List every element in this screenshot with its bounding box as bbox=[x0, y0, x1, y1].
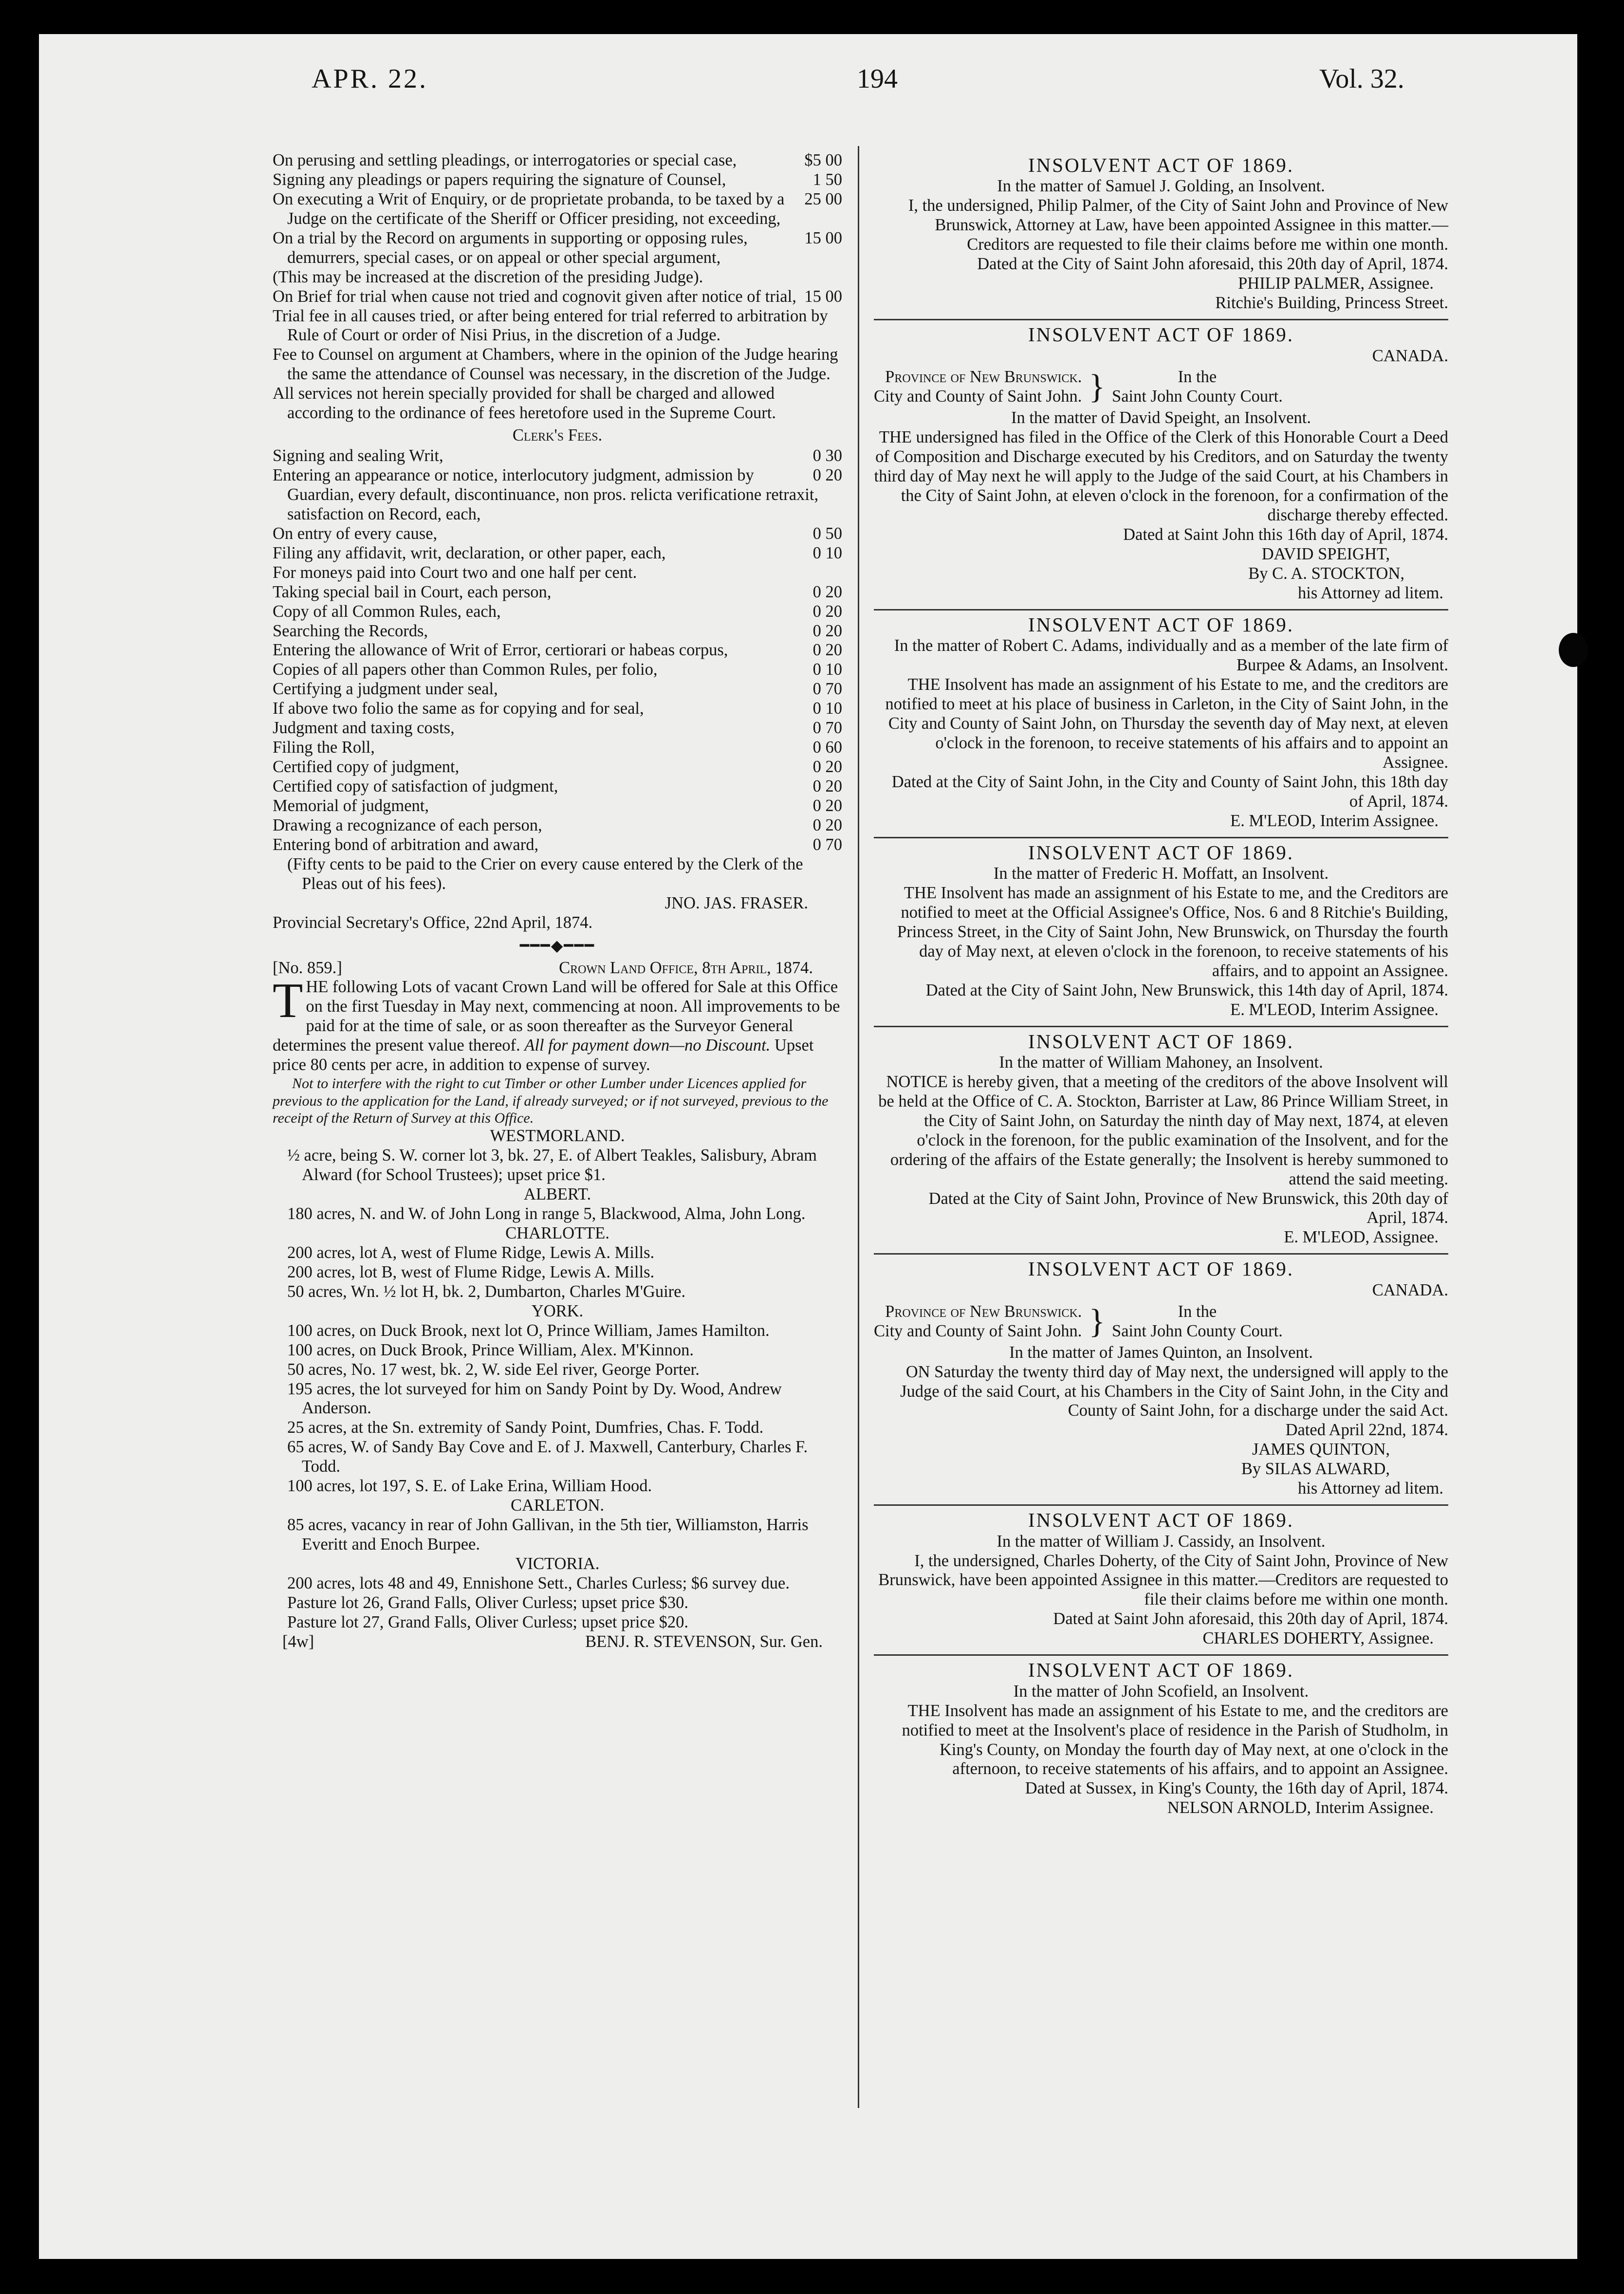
notice-divider bbox=[874, 1504, 1448, 1506]
court-jurisdiction bbox=[874, 368, 1448, 407]
lot-listing: 100 acres, lot 197, S. E. of Lake Erina, William Hood. bbox=[287, 1477, 652, 1496]
drop-cap: T bbox=[273, 973, 303, 1029]
fee-description: On a trial by the Record on arguments in supporting or opposing rules, demurrers, special cases, or on appeal or other special argument, bbox=[273, 228, 748, 267]
notice-dated: Dated at Saint John aforesaid, this 20th day of April, 1874. bbox=[1053, 1610, 1448, 1628]
notice-dated: Dated at the City of Saint John, in the City and County of Saint John, this 18th day of April, 1874. bbox=[891, 772, 1448, 811]
fee-row bbox=[273, 151, 842, 170]
clerk-fee-row bbox=[273, 622, 842, 641]
page-number: 194 bbox=[857, 64, 898, 94]
clerk-fee-row bbox=[273, 544, 842, 563]
notice-dated: Dated at the City of Saint John aforesaid, this 20th day of April, 1874. bbox=[977, 255, 1448, 274]
fee-amount: 0 20 bbox=[812, 777, 842, 796]
lot-listing: 50 acres, Wn. ½ lot H, bk. 2, Dumbarton, Charles M'Guire. bbox=[287, 1282, 686, 1301]
volume-number: Vol. 32. bbox=[1319, 64, 1404, 94]
clerk-fee-row bbox=[273, 758, 842, 777]
city-county-label: City and County of Saint John. bbox=[874, 1321, 1082, 1340]
notice-body: THE Insolvent has made an assignment of his Estate to me, and the creditors are notified to meet at his place of business in Carleton, in the City of Saint John, in the City and County of Saint John, on Thursday the seventh day of May next, at eleven o'clock in the forenoon, to receive statements of his affairs and to appoint an Assignee. bbox=[885, 675, 1448, 772]
clerk-fee-row bbox=[273, 680, 842, 699]
lot-listing: 200 acres, lot B, west of Flume Ridge, Lewis A. Mills. bbox=[287, 1262, 655, 1281]
fee-description: Certifying a judgment under seal, bbox=[273, 680, 498, 699]
fee-description: Entering the allowance of Writ of Error, certiorari or habeas corpus, bbox=[273, 641, 728, 660]
lot-listing: 85 acres, vacancy in rear of John Gallivan, in the 5th tier, Williamston, Harris Everitt and Enoch Burpee. bbox=[287, 1516, 809, 1554]
notice-dated: Dated at Saint John this 16th day of April, 1874. bbox=[1123, 525, 1448, 544]
notice-matter: In the matter of John Scofield, an Insolvent. bbox=[1013, 1682, 1309, 1701]
notice-dated: Dated at the City of Saint John, New Brunswick, this 14th day of April, 1874. bbox=[925, 980, 1448, 999]
notice-dated: Dated at Sussex, in King's County, the 16th day of April, 1874. bbox=[1025, 1779, 1448, 1798]
notice-divider bbox=[874, 1654, 1448, 1656]
fee-amount: 0 50 bbox=[812, 524, 842, 543]
signature-line-3: his Attorney ad litem. bbox=[1298, 583, 1443, 602]
clerk-fee-row bbox=[273, 719, 842, 738]
notice-matter: In the matter of James Quinton, an Insolvent. bbox=[1009, 1343, 1313, 1362]
issue-date: APR. 22. bbox=[312, 64, 428, 94]
fee-amount: 0 70 bbox=[812, 719, 842, 738]
fee-description: Copies of all papers other than Common Rules, per folio, bbox=[273, 660, 658, 679]
fifty-cents-note: (Fifty cents to be paid to the Crier on every cause entered by the Clerk of the Pleas out of his fees). bbox=[287, 854, 803, 893]
fee-amount: 0 20 bbox=[812, 466, 842, 484]
fee-description: Signing any pleadings or papers requiring the signature of Counsel, bbox=[273, 170, 726, 189]
fee-description: For moneys paid into Court two and one half per cent. bbox=[273, 563, 637, 582]
fee-description: Memorial of judgment, bbox=[273, 796, 429, 815]
fee-amount: 0 20 bbox=[812, 758, 842, 777]
fee-amount: 25 00 bbox=[804, 189, 842, 208]
lot-listing: 180 acres, N. and W. of John Long in range 5, Blackwood, Alma, John Long. bbox=[287, 1204, 806, 1223]
notice-signature: E. M'LEOD, Interim Assignee. bbox=[1230, 811, 1439, 830]
lot-listing: 200 acres, lot A, west of Flume Ridge, Lewis A. Mills. bbox=[287, 1243, 655, 1262]
fee-amount: 0 20 bbox=[812, 621, 842, 640]
canada-label: CANADA. bbox=[1372, 1280, 1448, 1299]
notice-signature: E. M'LEOD, Assignee. bbox=[1284, 1228, 1439, 1247]
province-label: Province of New Brunswick. bbox=[885, 368, 1082, 387]
city-county-label: City and County of Saint John. bbox=[874, 387, 1082, 406]
insolvent-notice-speight bbox=[874, 323, 1448, 603]
notice-matter: In the matter of William J. Cassidy, an Insolvent. bbox=[997, 1532, 1326, 1551]
fee-description: Searching the Records, bbox=[273, 621, 428, 640]
fee-row bbox=[273, 384, 842, 423]
column-divider bbox=[858, 146, 859, 2108]
notice-divider bbox=[874, 1026, 1448, 1027]
fee-description: Entering an appearance or notice, interlocutory judgment, admission by Guardian, every default, discontinuance, non pros. relicta verificatione retraxit, satisfaction on Record, each, bbox=[273, 466, 819, 523]
crown-land-office: Crown Land Office, 8th April, 1874. bbox=[559, 958, 813, 977]
fee-description: Filing any affidavit, writ, declaration, or other paper, each, bbox=[273, 543, 666, 562]
clerk-fee-row bbox=[273, 602, 842, 622]
fee-amount: 0 60 bbox=[812, 738, 842, 757]
fee-row bbox=[273, 170, 842, 190]
notice-body: I, the undersigned, Charles Doherty, of the City of Saint John, Province of New Brunswick, have been appointed Assignee in this matter.—Creditors are requested to file their claims before me within one month. bbox=[878, 1551, 1448, 1609]
clerk-fees-list bbox=[273, 446, 842, 855]
notice-title: INSOLVENT ACT OF 1869. bbox=[1028, 323, 1294, 346]
fee-description: On executing a Writ of Enquiry, or de proprietate probanda, to be taxed by a Judge on the certificate of the Sheriff or Officer presiding, not exceeding, bbox=[273, 189, 785, 228]
court-jurisdiction bbox=[874, 1302, 1448, 1341]
fee-amount: 0 30 bbox=[812, 446, 842, 465]
county-heading: ALBERT. bbox=[523, 1185, 591, 1204]
lot-listing: 200 acres, lots 48 and 49, Ennishone Sett., Charles Curless; $6 survey due. bbox=[287, 1573, 790, 1592]
binding-hole bbox=[1559, 633, 1588, 667]
fee-description: Filing the Roll, bbox=[273, 738, 375, 757]
notice-body: THE Insolvent has made an assignment of his Estate to me, and the Creditors are notified to meet at the Official Assignee's Office, Nos. 6 and 8 Ritchie's Building, Princess Street, in the City of Saint John, New Brunswick, on Thursday the fourth day of May next, at eleven o'clock in the forenoon, to receive statements of his affairs, and to appoint an Assignee. bbox=[897, 883, 1448, 980]
clerk-fee-row bbox=[273, 660, 842, 680]
fee-description: Entering bond of arbitration and award, bbox=[273, 835, 539, 854]
notice-signature: PHILIP PALMER, Assignee. bbox=[1238, 274, 1434, 293]
fee-description: Fee to Counsel on argument at Chambers, where in the opinion of the Judge hearing the same the attendance of Counsel was necessary, in the discretion of the Judge. bbox=[273, 345, 838, 384]
fee-amount: 0 70 bbox=[812, 835, 842, 854]
fee-description: If above two folio the same as for copying and for seal, bbox=[273, 699, 644, 718]
clerk-fee-row bbox=[273, 466, 842, 524]
upset-price-text: Upset price 80 cents per acre, in addition to expense of survey. bbox=[273, 1036, 814, 1074]
fee-description: Taking special bail in Court, each person, bbox=[273, 582, 552, 601]
insolvent-notice-mahoney bbox=[874, 1030, 1448, 1248]
notice-dated: Dated April 22nd, 1874. bbox=[1285, 1421, 1448, 1440]
insolvent-notice-scofield bbox=[874, 1659, 1448, 1818]
signature-line-1: DAVID SPEIGHT, bbox=[1261, 544, 1390, 563]
notice-divider bbox=[874, 837, 1448, 838]
lot-listing: Pasture lot 26, Grand Falls, Oliver Curless; upset price $30. bbox=[287, 1593, 689, 1612]
fee-amount: 0 20 bbox=[812, 796, 842, 815]
lot-listing: ½ acre, being S. W. corner lot 3, bk. 27, E. of Albert Teakles, Salisbury, Abram Alward (for School Trustees); upset price $1. bbox=[287, 1146, 817, 1184]
crown-land-intro bbox=[273, 973, 842, 1075]
county-heading: WESTMORLAND. bbox=[490, 1127, 625, 1146]
fee-description: Certified copy of satisfaction of judgment, bbox=[273, 777, 558, 796]
notice-title: INSOLVENT ACT OF 1869. bbox=[1028, 1659, 1294, 1682]
county-heading: CARLETON. bbox=[511, 1496, 604, 1515]
clerks-fees-heading: Clerk's Fees. bbox=[512, 426, 603, 445]
court-label: Saint John County Court. bbox=[1112, 1321, 1283, 1340]
county-heading: VICTORIA. bbox=[515, 1554, 600, 1573]
notice-matter: In the matter of William Mahoney, an Insolvent. bbox=[999, 1053, 1323, 1072]
notice-matter: In the matter of Samuel J. Golding, an Insolvent. bbox=[997, 177, 1325, 196]
clerk-fee-row bbox=[273, 583, 842, 602]
fee-description: Judgment and taxing costs, bbox=[273, 719, 455, 738]
fee-amount: 0 20 bbox=[812, 641, 842, 660]
fee-description: Copy of all Common Rules, each, bbox=[273, 602, 501, 621]
notice-divider bbox=[874, 1253, 1448, 1255]
fee-row bbox=[273, 190, 842, 229]
in-the-label: In the bbox=[1178, 368, 1217, 387]
notice-body: I, the undersigned, Philip Palmer, of the City of Saint John and Province of New Brunswick, Attorney at Law, have been appointed Assignee in this matter.—Creditors are requested to file their claims before me within one month. bbox=[908, 196, 1448, 254]
notice-matter: In the matter of Robert C. Adams, individually and as a member of the late firm of Burpee & Adams, an Insolvent. bbox=[894, 636, 1448, 675]
fee-description: On Brief for trial when cause not tried and cognovit given after notice of trial, bbox=[273, 287, 796, 306]
lot-listing: 195 acres, the lot surveyed for him on Sandy Point by Dy. Wood, Andrew Anderson. bbox=[287, 1379, 782, 1418]
notice-title: INSOLVENT ACT OF 1869. bbox=[1028, 613, 1294, 636]
insolvent-notice-golding bbox=[874, 154, 1448, 313]
fee-description: Signing and sealing Writ, bbox=[273, 446, 443, 465]
insolvent-notice-adams bbox=[874, 613, 1448, 831]
fee-row bbox=[273, 268, 842, 287]
signature-line-3: his Attorney ad litem. bbox=[1298, 1479, 1443, 1498]
notice-number: [No. 859.] bbox=[273, 958, 342, 977]
fee-amount: 0 10 bbox=[812, 543, 842, 562]
clerk-fee-row bbox=[273, 641, 842, 660]
signature-line-2: By SILAS ALWARD, bbox=[1241, 1460, 1390, 1479]
clerk-fee-row bbox=[273, 699, 842, 719]
lot-listing: Pasture lot 27, Grand Falls, Oliver Curless; upset price $20. bbox=[287, 1612, 689, 1631]
timber-notice: Not to interfere with the right to cut Timber or other Lumber under Licences applied for previous to the application for the Land, if already surveyed; or if not surveyed, previous to the receipt of the Return of Survey at this Office. bbox=[273, 1075, 829, 1126]
crown-land-header bbox=[273, 959, 842, 978]
clerk-fee-row bbox=[273, 563, 842, 583]
fee-row bbox=[273, 229, 842, 268]
notice-matter: In the matter of David Speight, an Insolvent. bbox=[1011, 408, 1311, 427]
fee-amount: 15 00 bbox=[804, 228, 842, 247]
fee-amount: 0 20 bbox=[812, 602, 842, 621]
crown-land-footer bbox=[273, 1632, 842, 1652]
county-heading: CHARLOTTE. bbox=[505, 1224, 609, 1243]
brace-glyph: } bbox=[1089, 1302, 1106, 1340]
notice-body: NOTICE is hereby given, that a meeting of the creditors of the above Insolvent will be held at the Office of C. A. Stockton, Barrister at Law, 86 Prince William Street, in the City of Saint John, on Saturday the ninth day of May next, 1874, at eleven o'clock in the forenoon, for the public examination of the Insolvent, and for the ordering of the affairs of the Estate generally; the Insolvent is hereby summoned to attend the said meeting. bbox=[878, 1072, 1448, 1188]
clerk-fee-row bbox=[273, 738, 842, 758]
lot-listing: 65 acres, W. of Sandy Bay Cove and E. of J. Maxwell, Canterbury, Charles F. Todd. bbox=[287, 1438, 808, 1476]
divider-ornament: ━━━◆━━━ bbox=[519, 936, 595, 954]
lot-listing: 25 acres, at the Sn. extremity of Sandy Point, Dumfries, Chas. F. Todd. bbox=[287, 1418, 764, 1437]
clerk-fee-row bbox=[273, 446, 842, 466]
notice-title: INSOLVENT ACT OF 1869. bbox=[1028, 841, 1294, 864]
notice-matter: In the matter of Frederic H. Moffatt, an Insolvent. bbox=[993, 864, 1329, 883]
insertion-code: [4w] bbox=[282, 1632, 314, 1651]
notice-signature: CHARLES DOHERTY, Assignee. bbox=[1202, 1629, 1434, 1648]
lot-listing: 100 acres, on Duck Brook, next lot O, Prince William, James Hamilton. bbox=[287, 1321, 770, 1340]
lot-listing: 50 acres, No. 17 west, bk. 2, W. side Eel river, George Porter. bbox=[287, 1360, 700, 1379]
right-column bbox=[874, 151, 1448, 1818]
page-header bbox=[273, 63, 1436, 107]
notice-dated: Dated at the City of Saint John, Province of New Brunswick, this 20th day of April, 1874. bbox=[928, 1189, 1448, 1227]
fee-description: Drawing a recognizance of each person, bbox=[273, 815, 542, 834]
fee-description: On entry of every cause, bbox=[273, 524, 438, 543]
fee-description: Trial fee in all causes tried, or after being entered for trial referred to arbitration by Rule of Court or order of Nisi Prius, in the discretion of a Judge. bbox=[273, 306, 828, 345]
fee-row bbox=[273, 287, 842, 307]
lot-listing: 100 acres, on Duck Brook, Prince William, Alex. M'Kinnon. bbox=[287, 1340, 694, 1359]
left-column bbox=[273, 151, 842, 1652]
fee-description: (This may be increased at the discretion of the presiding Judge). bbox=[273, 267, 703, 286]
insolvent-notice-quinton bbox=[874, 1258, 1448, 1498]
county-lot-listings bbox=[273, 1127, 842, 1632]
fee-description: Certified copy of judgment, bbox=[273, 758, 460, 777]
notice-divider bbox=[874, 319, 1448, 320]
fee-amount: 0 10 bbox=[812, 699, 842, 718]
clerk-fee-row bbox=[273, 777, 842, 796]
fee-amount: $5 00 bbox=[804, 151, 842, 169]
fee-amount: 1 50 bbox=[812, 170, 842, 189]
fee-amount: 0 20 bbox=[812, 582, 842, 601]
payment-terms: All for payment down—no Discount. bbox=[524, 1036, 771, 1055]
fee-amount: 15 00 bbox=[804, 287, 842, 306]
fee-amount: 0 10 bbox=[812, 660, 842, 679]
fee-row bbox=[273, 307, 842, 346]
notice-body: ON Saturday the twenty third day of May next, the undersigned will apply to the Judge of the said Court, at his Chambers in the City of Saint John, in the City and County of Saint John, for a discharge under the said Act. bbox=[900, 1362, 1448, 1420]
in-the-label: In the bbox=[1178, 1302, 1217, 1321]
notice-title: INSOLVENT ACT OF 1869. bbox=[1028, 1030, 1294, 1053]
notice-address: Ritchie's Building, Princess Street. bbox=[1215, 294, 1448, 313]
insolvent-notice-moffatt bbox=[874, 841, 1448, 1020]
fee-description: On perusing and settling pleadings, or interrogatories or special case, bbox=[273, 151, 737, 169]
surveyor-general-signature: BENJ. R. STEVENSON, Sur. Gen. bbox=[585, 1632, 823, 1651]
fee-description: All services not herein specially provided for shall be charged and allowed according to the ordinance of fees heretofore used in the Supreme Court. bbox=[273, 384, 776, 423]
fee-row bbox=[273, 345, 842, 384]
county-heading: YORK. bbox=[531, 1301, 584, 1320]
clerk-fee-row bbox=[273, 524, 842, 544]
notice-title: INSOLVENT ACT OF 1869. bbox=[1028, 1258, 1294, 1280]
notice-title: INSOLVENT ACT OF 1869. bbox=[1028, 154, 1294, 176]
intro-text: HE following Lots of vacant Crown Land will be offered for Sale at this Office on the first Tuesday in May next, commencing at noon. All improvements to be paid for at the time of sale, or as soon thereafter as the Surveyor General determines the present value thereof. bbox=[273, 978, 840, 1055]
notice-body: THE Insolvent has made an assignment of his Estate to me, and the creditors are notified to meet at the Insolvent's place of residence in the Parish of Studholm, in King's County, on Monday the fourth day of May next, at one o'clock in the afternoon, to receive statements of his affairs, and to appoint an Assignee. bbox=[902, 1701, 1448, 1778]
signature-line-1: JAMES QUINTON, bbox=[1252, 1440, 1390, 1459]
signature-line-2: By C. A. STOCKTON, bbox=[1248, 564, 1404, 583]
court-label: Saint John County Court. bbox=[1112, 387, 1283, 406]
province-label: Province of New Brunswick. bbox=[885, 1302, 1082, 1321]
secretary-office-date: Provincial Secretary's Office, 22nd April, 1874. bbox=[273, 913, 593, 932]
clerk-fee-row bbox=[273, 796, 842, 816]
fraser-signature: JNO. JAS. FRASER. bbox=[664, 893, 808, 912]
notice-title: INSOLVENT ACT OF 1869. bbox=[1028, 1509, 1294, 1532]
clerk-fee-row bbox=[273, 816, 842, 835]
canada-label: CANADA. bbox=[1372, 346, 1448, 365]
counsel-fees-list bbox=[273, 151, 842, 423]
notice-signature: E. M'LEOD, Interim Assignee. bbox=[1230, 1000, 1439, 1019]
notice-signature: NELSON ARNOLD, Interim Assignee. bbox=[1167, 1798, 1434, 1817]
insolvent-notice-cassidy bbox=[874, 1509, 1448, 1648]
notice-divider bbox=[874, 609, 1448, 610]
brace-glyph: } bbox=[1089, 368, 1106, 406]
clerk-fee-row bbox=[273, 835, 842, 855]
fee-amount: 0 70 bbox=[812, 680, 842, 699]
fee-amount: 0 20 bbox=[812, 815, 842, 834]
notice-body: THE undersigned has filed in the Office of the Clerk of this Honorable Court a Deed of Composition and Discharge executed by his Creditors, and on Saturday the twenty third day of May next he will apply to the Judge of the said Court, at his Chambers in the City of Saint John, at eleven o'clock in the forenoon, for a confirmation of the discharge thereby effected. bbox=[874, 428, 1448, 524]
